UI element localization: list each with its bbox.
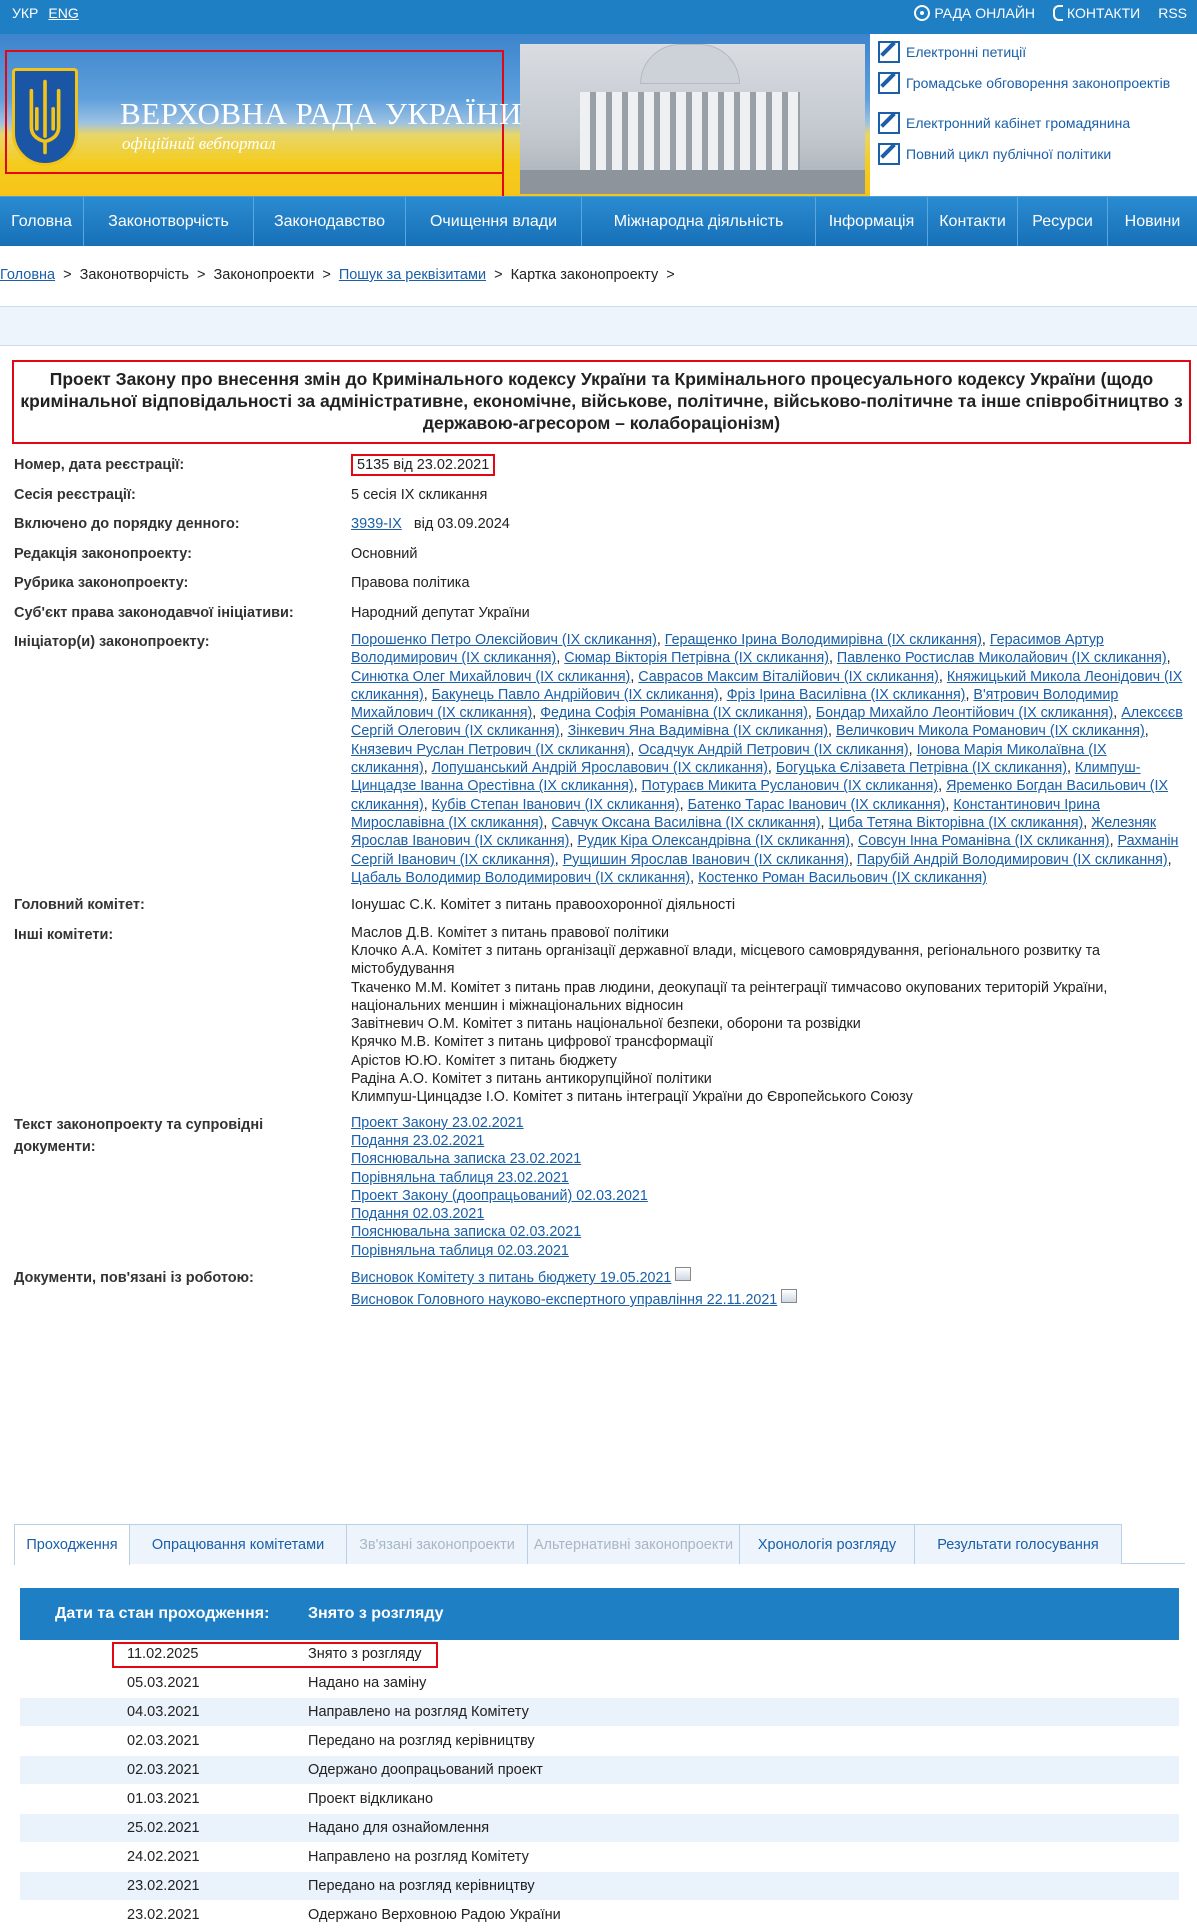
tab-4[interactable]: Хронологія розгляду: [739, 1524, 915, 1564]
initiator-link[interactable]: Фріз Ірина Василівна (IX скликання): [726, 686, 966, 703]
nav-item-lustration[interactable]: Очищення влади: [406, 197, 582, 246]
initiator-link[interactable]: Рудик Кіра Олександрівна (IX скликання): [577, 833, 850, 850]
quick-link-label[interactable]: Громадське обговорення законопроектів: [906, 75, 1171, 91]
rada-online-link[interactable]: [914, 5, 1035, 21]
field-label: Номер, дата реєстрації:: [14, 457, 185, 473]
registration-number: 5135 від 23.02.2021: [351, 454, 495, 476]
stage-text: Направлено на розгляд Комітету: [308, 1704, 529, 1720]
initiator-link[interactable]: Алексєєв Сергій Олегович (IX скликання): [351, 705, 1183, 740]
stage-date: 24.02.2021: [127, 1849, 200, 1865]
initiator-link[interactable]: Федина Софія Романівна (IX скликання): [540, 705, 808, 722]
stage-row: [20, 1727, 1179, 1756]
committee-item: Клочко А.А. Комітет з питань організації державної влади, місцевого самоврядування, регіонального розвитку та містобудування: [351, 942, 1101, 978]
bill-title: Проект Закону про внесення змін до Кримінального кодексу України та Кримінального процесуального кодексу України (щодо кримінальної відповідальності за адміністративне, економічне, військове, політичне, військово-політичне та інше співробітництво з державою-агресором – колабораціонізм): [12, 360, 1191, 444]
coat-of-arms-icon: [12, 68, 78, 166]
initiator-link[interactable]: В'ятрович Володимир Михайлович (IX скликання): [351, 686, 1119, 722]
main-nav: [0, 196, 1197, 246]
stage-row: [20, 1756, 1179, 1785]
initiator-link[interactable]: Саврасов Максим Віталійович (IX скликання): [638, 668, 939, 685]
breadcrumb-search[interactable]: Пошук за реквізитами: [338, 267, 487, 283]
stage-row: [20, 1669, 1179, 1698]
initiator-link[interactable]: Циба Тетяна Вікторівна (IX скликання): [828, 814, 1084, 831]
initiator-link[interactable]: Павленко Ростислав Миколайович (IX скликання): [836, 650, 1167, 667]
initiator-link[interactable]: Савчук Оксана Василівна (IX скликання): [551, 814, 821, 831]
broadcast-icon: [914, 5, 930, 21]
breadcrumb-home[interactable]: Головна: [0, 267, 56, 283]
document-link[interactable]: Порівняльна таблиця 02.03.2021: [351, 1242, 569, 1259]
parliament-building-image: [520, 44, 865, 194]
initiator-link[interactable]: Сюмар Вікторія Петрівна (IX скликання): [564, 650, 829, 667]
document-link[interactable]: Проект Закону 23.02.2021: [351, 1114, 524, 1131]
stages-header: [20, 1588, 1179, 1640]
nav-item-international[interactable]: Міжнародна діяльність: [582, 197, 816, 246]
phone-icon: [1053, 5, 1063, 21]
session-value: 5 сесія IX скликання: [351, 486, 488, 503]
field-label: Документи, пов'язані із роботою:: [14, 1270, 254, 1286]
tab-2: Зв'язані законопроекти: [346, 1524, 528, 1564]
field-label: Включено до порядку денного:: [14, 516, 240, 532]
site-header: [0, 34, 1197, 196]
initiator-link[interactable]: Лопушанський Андрій Ярославович (IX скликання): [431, 760, 768, 777]
tab-0[interactable]: Проходження: [14, 1524, 130, 1565]
nav-item-legislation[interactable]: Законодавство: [254, 197, 406, 246]
info-row-subject: [14, 602, 1184, 625]
field-label: Рубрика законопроекту:: [14, 575, 189, 591]
stage-text: Передано на розгляд керівництву: [308, 1733, 535, 1749]
nav-item-contacts[interactable]: Контакти: [928, 197, 1018, 246]
breadcrumb: Головна > Законотворчість > Законопроекти > Пошук за реквізитами > Картка законопроекту >: [0, 267, 675, 283]
other-committees-list: [351, 924, 1184, 1107]
lang-eng[interactable]: ENG: [48, 5, 79, 21]
language-switcher: [12, 5, 79, 21]
stage-date: 02.03.2021: [127, 1762, 200, 1778]
bill-info: [14, 454, 1184, 1311]
initiator-link[interactable]: Рахманін Сергій Іванович (IX скликання): [351, 833, 1179, 868]
stage-text: Проект відкликано: [308, 1791, 434, 1807]
stage-date: 23.02.2021: [127, 1907, 200, 1923]
nav-item-resources[interactable]: Ресурси: [1018, 197, 1108, 246]
committee-item: Маслов Д.В. Комітет з питань правової політики: [351, 924, 669, 941]
field-label: Суб'єкт права законодавчої ініціативи:: [14, 604, 294, 621]
info-row-related: [14, 1267, 1184, 1311]
stages-table: [20, 1588, 1179, 1928]
nav-item-information[interactable]: Інформація: [816, 197, 928, 246]
committee-item: Арістов Ю.Ю. Комітет з питань бюджету: [351, 1052, 617, 1069]
bill-tabs: [14, 1524, 1185, 1564]
committee-item: Крячко М.В. Комітет з питань цифрової трансформації: [351, 1034, 714, 1051]
document-link[interactable]: Порівняльна таблиця 23.02.2021: [351, 1169, 569, 1186]
quick-link-label[interactable]: Повний цикл публічної політики: [906, 146, 1112, 162]
stage-text: Передано на розгляд керівництву: [308, 1878, 535, 1894]
initiator-link[interactable]: Климпуш-Цинцадзе Іванна Орестівна (IX скликання): [351, 760, 1141, 795]
stage-text: Одержано доопрацьований проект: [308, 1762, 543, 1778]
agenda-link[interactable]: 3939-IX: [351, 516, 402, 532]
initiator-link[interactable]: Величкович Микола Романович (IX скликання): [835, 723, 1145, 740]
initiators-list: Порошенко Петро Олексійович (IX скликання), Геращенко Ірина Володимирівна (IX скликання), Герасимов Артур Володимирович (IX скликання), Сюмар Вікторія Петрівна (IX скликання), Павленко Ростислав Миколайович (IX скликання), Синютка Олег Михайлович (IX скликання), Саврасов Максим Віталійович (IX скликання), Княжицький Микола Леонідович (IX скликання), Бакунець Павло Андрійович (IX скликання), Фріз Ірина Василівна (IX скликання), В'ятрович Володимир Михайлович (IX скликання), Федина Софія Романівна (IX скликання), Бондар Михайло Леонтійович (IX скликання), Алексєєв Сергій Олегович (IX скликання), Зінкевич Яна Вадимівна (IX скликання), Величкович Микола Романович (IX скликання), Князевич Руслан Петрович (IX скликання), Осадчук Андрій Петрович (IX скликання), Іонова Марія Миколаївна (IX скликання), Лопушанський Андрій Ярославович (IX скликання), Богуцька Єлізавета Петрівна (IX скликання), Климпуш-Цинцадзе Іванна Орестівна (IX скликання), Потураєв Микита Русланович (IX скликання), Яременко Богдан Васильович (IX скликання), Кубів Степан Іванович (IX скликання), Батенко Тарас Іванович (IX скликання), Константинович Ірина Мирославівна (IX скликання), Савчук Оксана Василівна (IX скликання), Циба Тетяна Вікторівна (IX скликання), Железняк Ярослав Іванович (IX скликання), Рудик Кіра Олександрівна (IX скликання), Совсун Інна Романівна (IX скликання), Рахманін Сергій Іванович (IX скликання), Рущишин Ярослав Іванович (IX скликання), Парубій Андрій Володимирович (IX скликання), Цабаль Володимир Володимирович (IX скликання), Костенко Роман Васильович (IX скликання): [351, 632, 1183, 886]
initiator-link[interactable]: Батенко Тарас Іванович (IX скликання): [687, 796, 946, 813]
initiator-link[interactable]: Бакунець Павло Андрійович (IX скликання): [431, 686, 719, 703]
document-icon[interactable]: [781, 1289, 797, 1303]
related-document-link[interactable]: Висновок Головного науково-експертного управління 22.11.2021: [351, 1292, 778, 1308]
initiator-link[interactable]: Синютка Олег Михайлович (IX скликання): [351, 668, 631, 685]
field-label: Текст законопроекту та супровідні документи:: [14, 1116, 264, 1156]
breadcrumb-card: Картка законопроекту: [510, 267, 659, 283]
stage-text: Направлено на розгляд Комітету: [308, 1849, 529, 1865]
stage-date: 01.03.2021: [127, 1791, 200, 1807]
quick-link-label[interactable]: Електронний кабінет громадянина: [906, 115, 1131, 131]
nav-item-lawmaking[interactable]: Законотворчість: [84, 197, 254, 246]
initiator-link[interactable]: Княжицький Микола Леонідович (IX скликання): [351, 668, 1183, 703]
initiator-link[interactable]: Рущишин Ярослав Іванович (IX скликання): [562, 851, 849, 868]
field-label: Сесія реєстрації:: [14, 486, 136, 503]
field-label: Головний комітет:: [14, 897, 145, 914]
stage-date: 23.02.2021: [127, 1878, 200, 1894]
edit-icon: [878, 112, 900, 134]
info-row-agenda: [14, 513, 1184, 536]
related-docs-list: [351, 1267, 1184, 1311]
initiator-link[interactable]: Потураєв Микита Русланович (IX скликання): [641, 778, 939, 795]
info-row-initiators: [14, 631, 1184, 887]
section-band: [0, 306, 1197, 346]
stage-date: 04.03.2021: [127, 1704, 200, 1720]
stage-text: Надано на заміну: [308, 1675, 427, 1691]
quick-link-petitions[interactable]: [878, 42, 1193, 62]
initiator-link[interactable]: Зінкевич Яна Вадимівна (IX скликання): [567, 723, 828, 740]
quick-link-cabinet[interactable]: [878, 113, 1193, 133]
document-link[interactable]: Пояснювальна записка 23.02.2021: [351, 1151, 582, 1168]
stage-row: [20, 1640, 1179, 1669]
stage-row: [20, 1814, 1179, 1843]
initiator-link[interactable]: Константинович Ірина Мирославівна (IX скликання): [351, 796, 1101, 831]
info-row-number: [14, 454, 1184, 477]
field-label: Ініціатор(и) законопроекту:: [14, 634, 210, 650]
field-label: Редакція законопроекту:: [14, 545, 192, 562]
tab-3: Альтернативні законопроекти: [527, 1524, 740, 1564]
rubric-value: Правова політика: [351, 575, 470, 591]
quick-link-policy[interactable]: [878, 144, 1193, 164]
committee-item: Климпуш-Цинцадзе І.О. Комітет з питань інтеграції України до Європейського Союзу: [351, 1089, 913, 1106]
quick-links: [878, 42, 1193, 175]
edition-value: Основний: [351, 545, 418, 562]
nav-item-home[interactable]: Головна: [0, 197, 84, 246]
lang-ukr[interactable]: УКР: [12, 5, 39, 21]
texts-list: [351, 1114, 1184, 1260]
edit-icon: [878, 72, 900, 94]
committee-item: Завітневич О.М. Комітет з питань національної безпеки, оборони та розвідки: [351, 1016, 861, 1033]
agenda-date: від 03.09.2024: [413, 516, 510, 532]
initiator-link[interactable]: Совсун Інна Романівна (IX скликання): [857, 833, 1110, 850]
rada-online-label: РАДА ОНЛАЙН: [934, 5, 1035, 21]
stage-row: [20, 1698, 1179, 1727]
initiator-link[interactable]: Бондар Михайло Леонтійович (IX скликання): [815, 705, 1114, 722]
tab-1[interactable]: Опрацювання комітетами: [129, 1524, 347, 1564]
stage-text: Знято з розгляду: [308, 1646, 422, 1662]
stage-row: [20, 1872, 1179, 1901]
info-row-session: [14, 484, 1184, 507]
committee-item: Ткаченко М.М. Комітет з питань прав людини, деокупації та реінтеграції тимчасово окупованих територій України, національних меншин і міжнаціональних відносин: [351, 979, 1108, 1014]
related-document-link[interactable]: Висновок Комітету з питань бюджету 19.05.2021: [351, 1270, 672, 1286]
document-link[interactable]: Проект Закону (доопрацьований) 02.03.2021: [351, 1187, 648, 1204]
subject-value: Народний депутат України: [351, 604, 530, 621]
document-link[interactable]: Подання 02.03.2021: [351, 1206, 485, 1223]
stage-date: 25.02.2021: [127, 1820, 200, 1836]
initiator-link[interactable]: Іонова Марія Миколаївна (IX скликання): [351, 741, 1107, 777]
highlight-box: [112, 1642, 438, 1668]
edit-icon: [878, 143, 900, 165]
document-link[interactable]: Подання 23.02.2021: [351, 1132, 485, 1149]
stage-text: Надано для ознайомлення: [308, 1820, 490, 1836]
initiator-link[interactable]: Богуцька Єлізавета Петрівна (IX скликання): [775, 760, 1067, 777]
initiator-link[interactable]: Яременко Богдан Васильович (IX скликання): [351, 778, 1169, 813]
stage-date: 02.03.2021: [127, 1733, 200, 1749]
breadcrumb-lawmaking: Законотворчість: [79, 267, 189, 283]
stages-rows: [20, 1640, 1179, 1928]
document-icon[interactable]: [675, 1267, 691, 1281]
initiator-link[interactable]: Железняк Ярослав Іванович (IX скликання): [351, 814, 1157, 850]
initiator-link[interactable]: Порошенко Петро Олексійович (IX скликання): [351, 632, 657, 648]
site-subtitle: офіційний вебпортал: [122, 134, 276, 153]
document-link[interactable]: Пояснювальна записка 02.03.2021: [351, 1224, 582, 1241]
initiator-link[interactable]: Костенко Роман Васильович (IX скликання): [698, 869, 987, 886]
info-row-edition: [14, 543, 1184, 566]
stage-row: [20, 1843, 1179, 1872]
breadcrumb-bills: Законопроекти: [213, 267, 315, 283]
site-title: ВЕРХОВНА РАДА УКРАЇНИ: [120, 96, 522, 131]
initiator-link[interactable]: Кубів Степан Іванович (IX скликання): [431, 796, 680, 813]
stage-date: 05.03.2021: [127, 1675, 200, 1691]
info-row-rubric: [14, 572, 1184, 595]
stage-row: [20, 1785, 1179, 1814]
top-bar: [0, 0, 1197, 34]
stages-header-status: Знято з розгляду: [308, 1605, 444, 1622]
info-row-main-committee: [14, 894, 1184, 917]
info-row-texts: [14, 1114, 1184, 1260]
quick-link-label[interactable]: Електронні петиції: [906, 44, 1027, 60]
contacts-link[interactable]: [1053, 5, 1140, 21]
main-committee-value: Іонушас С.К. Комітет з питань правоохоронної діяльності: [351, 897, 736, 914]
stages-header-dates: Дати та стан проходження:: [55, 1605, 270, 1622]
stage-text: Одержано Верховною Радою України: [308, 1907, 561, 1923]
committee-item: Радіна А.О. Комітет з питань антикорупційної політики: [351, 1071, 712, 1088]
field-label: Інші комітети:: [14, 926, 114, 943]
contacts-label: КОНТАКТИ: [1067, 5, 1141, 21]
initiator-link[interactable]: Цабаль Володимир Володимирович (IX скликання): [351, 869, 691, 886]
stage-row: [20, 1901, 1179, 1928]
initiator-link[interactable]: Осадчук Андрій Петрович (IX скликання): [638, 741, 909, 758]
tab-5[interactable]: Результати голосування: [914, 1524, 1122, 1564]
stage-date: 11.02.2025: [127, 1646, 199, 1662]
nav-item-news[interactable]: Новини: [1124, 212, 1181, 230]
initiator-link[interactable]: Парубій Андрій Володимирович (IX скликання): [856, 851, 1168, 868]
rss-label: RSS: [1158, 5, 1187, 21]
initiator-link[interactable]: Геращенко Ірина Володимирівна (IX скликання): [664, 632, 982, 648]
info-row-other-committees: [14, 924, 1184, 1107]
initiator-link[interactable]: Герасимов Артур Володимирович (IX скликання): [351, 632, 1104, 667]
quick-link-discussion[interactable]: [878, 73, 1193, 93]
rss-link[interactable]: [1158, 5, 1187, 21]
initiator-link[interactable]: Князевич Руслан Петрович (IX скликання): [351, 741, 631, 758]
edit-icon: [878, 41, 900, 63]
top-links: [914, 5, 1187, 21]
